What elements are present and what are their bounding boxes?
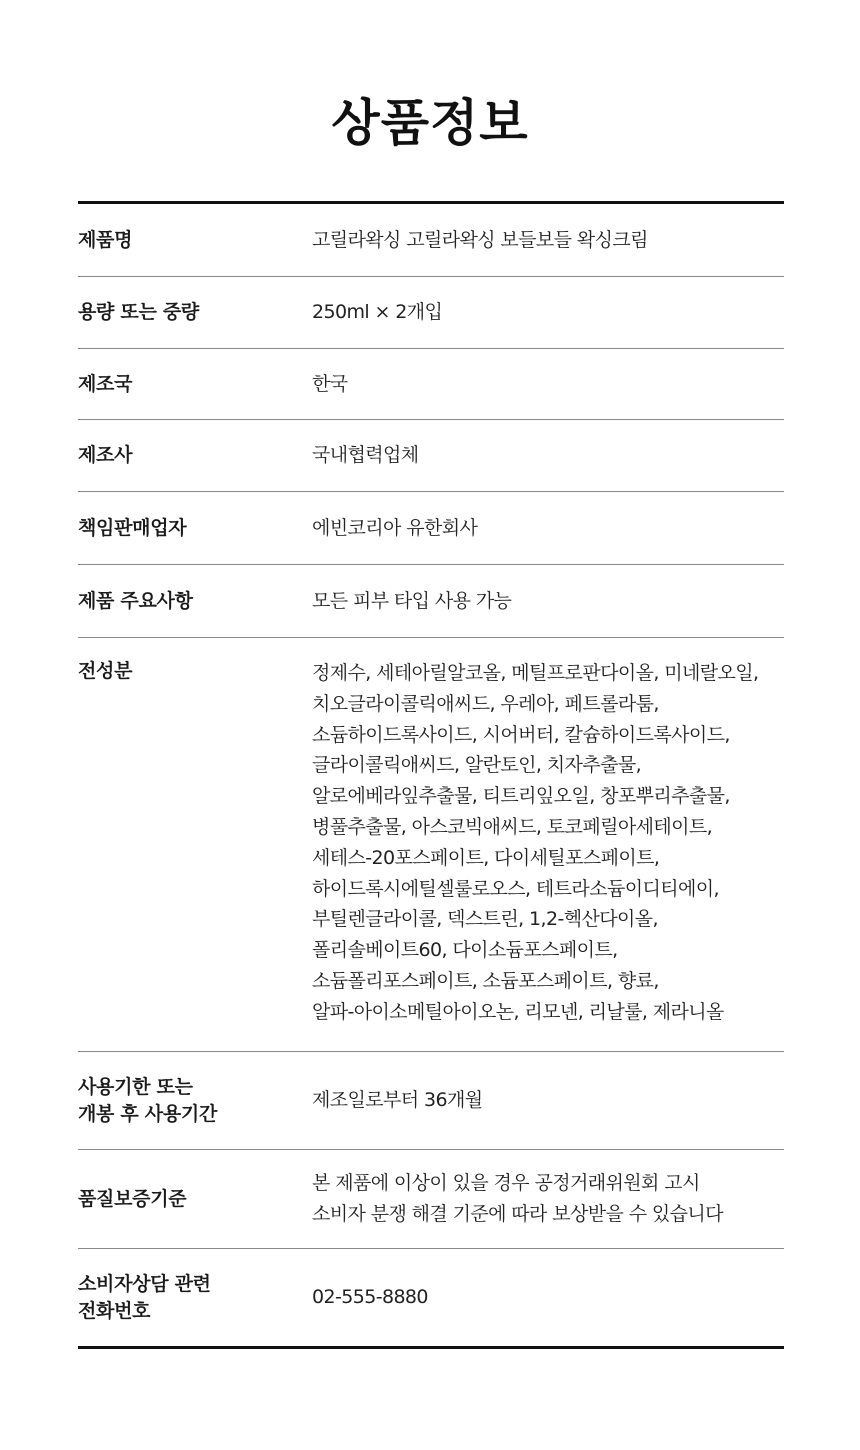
table-row-seller	[78, 492, 784, 565]
row-label: 사용기한 또는 개봉 후 사용기간	[78, 1075, 218, 1125]
row-value: 고릴라왁싱 고릴라왁싱 보들보들 왁싱크림	[312, 228, 648, 251]
row-value: 에빈코리아 유한회사	[312, 516, 478, 539]
table-row-manufacturer	[78, 420, 784, 492]
product-info-table	[78, 201, 784, 1349]
table-row-volume	[78, 277, 784, 349]
table-row-product-name	[78, 204, 784, 277]
table-row-key-notes	[78, 565, 784, 638]
row-label: 전성분	[78, 660, 133, 682]
row-label: 제품 주요사항	[78, 589, 193, 612]
table-row-contact-phone	[78, 1249, 784, 1346]
page-title: 상품정보	[331, 94, 529, 152]
row-value: 제조일로부터 36개월	[312, 1089, 483, 1111]
row-value: 국내협력업체	[312, 444, 419, 466]
row-value: 02-555-8880	[312, 1286, 428, 1308]
row-label: 제조사	[78, 444, 133, 466]
table-row-quality-standard	[78, 1150, 784, 1249]
row-value: 한국	[312, 372, 348, 395]
row-label: 품질보증기준	[78, 1187, 187, 1210]
row-label: 소비자상담 관련 전화번호	[78, 1272, 211, 1322]
table-row-ingredients	[78, 638, 784, 1052]
table-row-country	[78, 349, 784, 420]
row-label: 제조국	[78, 372, 133, 395]
row-value: 모든 피부 타입 사용 가능	[312, 589, 512, 612]
row-value: 본 제품에 이상이 있을 경우 공정거래위원회 고시 소비자 분쟁 해결 기준에 따라 보상받을 수 있습니다	[312, 1172, 723, 1225]
row-label: 용량 또는 중량	[78, 301, 199, 323]
row-value: 정제수, 세테아릴알코올, 메틸프로판다이올, 미네랄오일, 치오글라이콜릭애씨드, 우레아, 페트롤라툼, 소듐하이드록사이드, 시어버터, 칼슘하이드록사이드, 글라이콜릭애씨드, 알란토인, 치자추출물, 알로에베라잎추출물, 티트리잎오일, 창포뿌리추출물, 병풀추출물, 아스코빅애씨드, 토코페릴아세테이트, 세테스-20포스페이트, 다이세틸포스페이트, 하이드록시에틸셀룰로오스, 테트라소듐이디티에이, 부틸렌글라이콜, 덱스트린, 1,2-헥산다이올, 폴리솔베이트60, 다이소듐포스페이트, 소듐폴리포스페이트, 소듐포스페이트, 향료, 알파-아이소메틸아이오논, 리모넨, 리날룰, 제라니올	[312, 662, 759, 1023]
table-row-expiry	[78, 1052, 784, 1150]
row-label: 책임판매업자	[78, 516, 187, 539]
row-value: 250ml × 2개입	[312, 301, 443, 323]
row-label: 제품명	[78, 228, 133, 251]
